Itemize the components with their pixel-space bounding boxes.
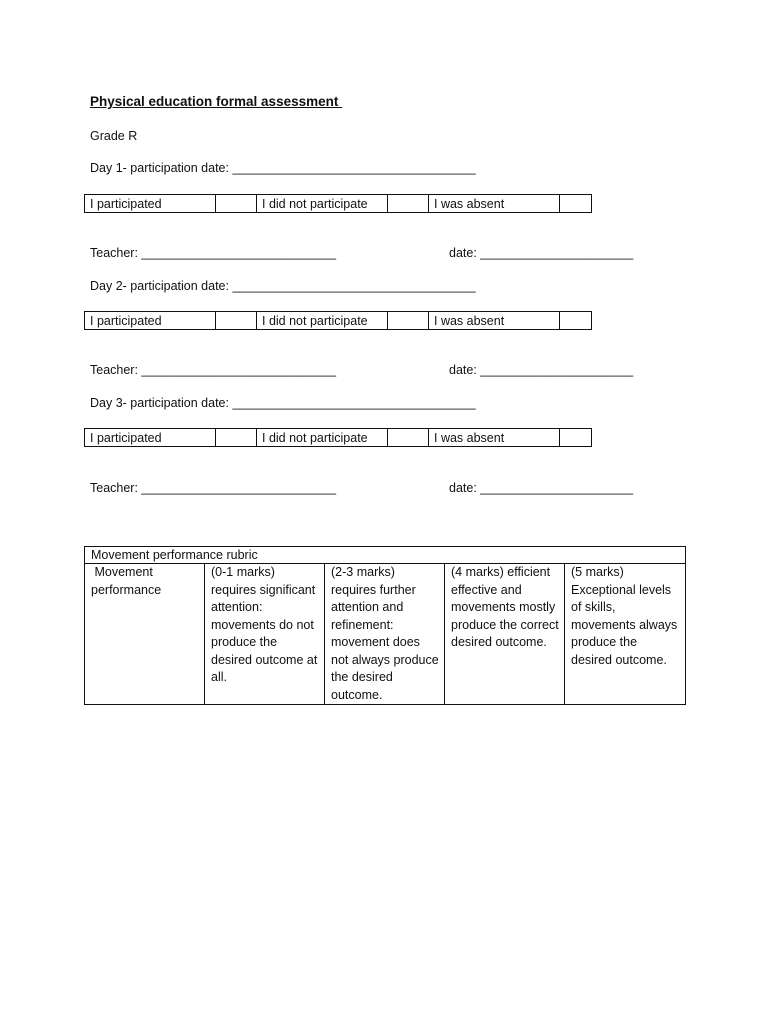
rubric-row-label: Movement performance bbox=[85, 564, 205, 705]
day3-participation-table bbox=[84, 428, 592, 447]
day1-participation-table bbox=[84, 194, 592, 213]
day3-participated-label: I participated bbox=[85, 429, 216, 447]
document-title: Physical education formal assessment bbox=[90, 94, 343, 109]
day2-absent-checkbox[interactable] bbox=[560, 312, 592, 330]
day3-participation-date-line[interactable]: Day 3- participation date: ___________________________________ bbox=[90, 396, 476, 410]
day1-participated-label: I participated bbox=[85, 195, 216, 213]
day1-did-not-participate-checkbox[interactable] bbox=[388, 195, 429, 213]
day3-teacher-line[interactable]: Teacher: ____________________________ bbox=[90, 481, 337, 495]
day2-participation-table bbox=[84, 311, 592, 330]
movement-rubric-table bbox=[84, 546, 686, 705]
day1-absent-checkbox[interactable] bbox=[560, 195, 592, 213]
day1-did-not-participate-label: I did not participate bbox=[257, 195, 388, 213]
rubric-level-0-1: (0-1 marks) requires significant attention: movements do not produce the desired outcome at all. bbox=[205, 564, 325, 705]
day1-participated-checkbox[interactable] bbox=[216, 195, 257, 213]
day1-absent-label: I was absent bbox=[429, 195, 560, 213]
day1-date-line[interactable]: date: ______________________ bbox=[449, 246, 634, 260]
rubric-level-2-3: (2-3 marks) requires further attention and refinement: movement does not always produce the desired outcome. bbox=[325, 564, 445, 705]
day3-did-not-participate-label: I did not participate bbox=[257, 429, 388, 447]
day2-did-not-participate-checkbox[interactable] bbox=[388, 312, 429, 330]
day3-date-line[interactable]: date: ______________________ bbox=[449, 481, 634, 495]
day2-date-line[interactable]: date: ______________________ bbox=[449, 363, 634, 377]
day3-participated-checkbox[interactable] bbox=[216, 429, 257, 447]
day1-participation-date-line[interactable]: Day 1- participation date: ___________________________________ bbox=[90, 161, 476, 175]
rubric-level-4: (4 marks) efficient effective and movements mostly produce the correct desired outcome. bbox=[445, 564, 565, 705]
day2-participation-date-line[interactable]: Day 2- participation date: ___________________________________ bbox=[90, 279, 476, 293]
day1-teacher-line[interactable]: Teacher: ____________________________ bbox=[90, 246, 337, 260]
day2-participated-checkbox[interactable] bbox=[216, 312, 257, 330]
day3-absent-checkbox[interactable] bbox=[560, 429, 592, 447]
day2-absent-label: I was absent bbox=[429, 312, 560, 330]
day3-absent-label: I was absent bbox=[429, 429, 560, 447]
day3-did-not-participate-checkbox[interactable] bbox=[388, 429, 429, 447]
rubric-heading: Movement performance rubric bbox=[85, 547, 686, 564]
day2-did-not-participate-label: I did not participate bbox=[257, 312, 388, 330]
grade-label: Grade R bbox=[90, 129, 138, 143]
day2-teacher-line[interactable]: Teacher: ____________________________ bbox=[90, 363, 337, 377]
day2-participated-label: I participated bbox=[85, 312, 216, 330]
rubric-level-5: (5 marks) Exceptional levels of skills, movements always produce the desired outcome. bbox=[565, 564, 686, 705]
